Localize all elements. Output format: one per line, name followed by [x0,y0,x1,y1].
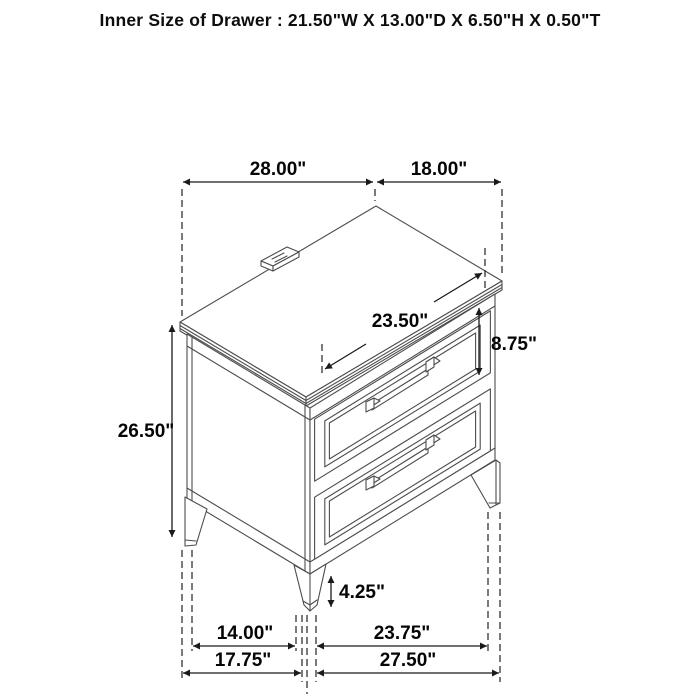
page-title: Inner Size of Drawer : 21.50"W X 13.00"D X 6.50"H X 0.50"T [99,10,601,30]
dim-drawer-section-height-label: 8.75" [491,334,537,355]
dim-overall-depth-label: 17.75" [214,650,272,671]
dim-overall-width [317,650,499,673]
dim-top-width [183,159,373,182]
dim-top-depth-label: 18.00" [410,159,468,180]
dim-leg-height-label: 4.25" [339,582,385,603]
dim-overall-width-label: 27.50" [379,650,437,671]
dim-overall-height-label: 26.50" [117,421,175,442]
dim-front-leg-span-label: 23.75" [373,623,431,644]
dim-overall-depth [183,650,301,673]
nightstand-drawing [180,206,502,611]
dim-top-depth [377,159,501,182]
dim-leg-height [331,576,385,607]
dim-top-width-label: 28.00" [249,159,307,180]
dim-side-leg-span-label: 14.00" [216,623,274,644]
dim-top-front-edge-label: 23.50" [371,311,429,332]
dim-overall-height [118,325,175,537]
dim-side-leg-span [193,623,295,646]
dim-front-leg-span [317,623,487,646]
